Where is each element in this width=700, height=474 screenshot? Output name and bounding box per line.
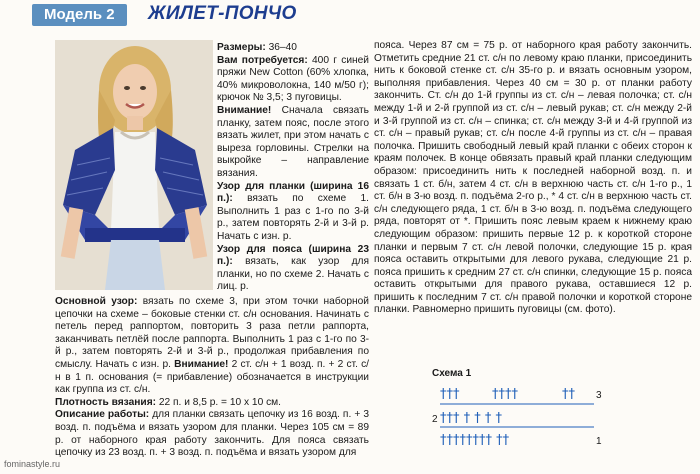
text-placket-pattern: вязать по схеме 1. Выполнить 1 раз с 1-го по 3-й р., затем повторять 2-й и 3-й р. Начать с изн. р. <box>217 193 369 242</box>
label-attention-2: Внимание! <box>174 358 229 370</box>
paragraph-materials <box>217 55 369 105</box>
label-sizes: Размеры: <box>217 42 266 53</box>
header-bar <box>0 0 700 30</box>
text-materials: 400 г синей пряжи New Cotton (60% хлопка, 40% микроволокна, 140 м/50 г); крючок № 3,5; 3 пуговицы. <box>217 54 369 104</box>
text-continuation: пояса. Через 87 см = 75 р. от наборного края работу закончить. Отметить средние 21 ст. с/н по левому краю планки, присоединить нить к боковой стенке ст. с/н 35-го р. и вязать основным узором, выполняя прибавления. Через 40 см = 30 р. от планки работу закончить. Ст. с/н до 1-й группы из ст. с/н – левая полочка; ст. с/н между 1-й и 2-й группой из ст. с/н – левый рукав; ст. с/н между 2-й и 3-й группой из ст. с/н – спинка; ст. с/н между 3-й и 4-й группой из ст. с/н – правый рукав; ст. с/н после 4-й группы из ст. с/н – правая полочка. Пришить свободный левый край планки с обеих сторон к краям полочек. В конце обвязать правый край планки следующим образом: присоединить нить к последней наборной возд. п. и связать 1 ст. б/н, затем 4 ст. с/н в верхнюю часть ст. с/н 1-го р., 1 ст. б/н в 3-ю возд. п. подъёма 2-го р., * 4 ст. с/н в верхнюю часть ст. с/н следующего ряда, 1 ст. б/н в 3-ю возд. п. подъёма следующего ряда, повторят от *. Пришить пояс левым краем к нижнему краю следующим образом: пришить первые 12 р. к короткой стороне планки и первым 7 ст. с/н левой полочки, следующие 15 р. края пояса оставить открытыми для левого рукава, следующие 21 р. пояса пришить к средним 27 ст. с/н спинки, следующие 15 р. пояса оставить открытыми для правого рукава, оставшиеся 12 р. пришить к последним 7 ст. с/н правой полочки и короткой стороне планки. Равномерно пришить пуговицы (см. фото). <box>374 40 692 316</box>
page-title: ЖИЛЕТ-ПОНЧО <box>148 3 297 24</box>
scheme-row-label-1: 1 <box>596 436 602 447</box>
scheme-row3-mid: †††† <box>492 387 518 402</box>
label-main-pattern: Основной узор: <box>55 296 138 307</box>
label-belt-pattern: Узор для пояса (ширина 23 п.): <box>217 243 369 268</box>
paragraph-continuation <box>374 40 692 317</box>
paragraph-sizes <box>217 42 369 55</box>
scheme-title: Схема 1 <box>432 368 472 379</box>
watermark: fominastyle.ru <box>4 459 61 469</box>
paragraph-placket-pattern <box>217 181 369 244</box>
text-main-pattern: вязать по схеме 3, при этом точки наборной цепочки на схеме – боковые стенки ст. с/н основания. Начинать с петель перед раппортом, повторить 3 раза петли раппорта, заканчивать петлёй после раппорта. Выполнить 1 раз с 1-го по 3-й р., затем повторять 2-й и 3-й р., продолжая прибавления по смыслу. Начать с изн. р. <box>55 296 369 370</box>
scheme-row3-right: †† <box>562 387 575 402</box>
column-continuation <box>374 40 692 317</box>
scheme-row1: †††††††† †† <box>440 433 510 448</box>
label-placket-pattern: Узор для планки (ширина 16 п.): <box>217 180 369 205</box>
label-gauge: Плотность вязания: <box>55 396 157 408</box>
model-tag: Модель 2 <box>32 4 127 26</box>
paragraph-belt-pattern <box>217 244 369 294</box>
label-materials: Вам потребуется: <box>217 54 308 66</box>
paragraph-main-pattern <box>55 296 369 397</box>
scheme-row-label-3: 3 <box>596 390 602 401</box>
text-belt-pattern: вязать, как узор для планки, но по схеме 2. Начать с лиц. р. <box>217 256 369 293</box>
text-work-description: для планки связать цепочку из 16 возд. п. + 3 возд. п. подъёма и вязать узором для планки. Через 105 см = 89 р. от наборного края работу закончить. Для пояса связать цепочку из 23 возд. п. + 3 возд. п. подъёма и вязать узором для <box>55 409 369 459</box>
column-materials <box>217 42 369 294</box>
paragraph-attention <box>217 105 369 181</box>
label-attention: Внимание! <box>217 104 272 116</box>
text-attention: Сначала связать планку, затем пояс, после этого вязать жилет, при этом начать с выреза горловины. Стрелки на выкройке – направление вязания. <box>217 104 369 179</box>
text-gauge: 22 п. и 8,5 р. = 10 х 10 см. <box>156 396 281 408</box>
scheme-row2-left: ††† † † † † <box>440 411 503 426</box>
text-attention-2: 2 ст. с/н + 1 возд. п. + 2 ст. с/н в 1 п. основания (= прибавление) обозначается в инструкции как группа из ст. с/н. <box>55 358 369 396</box>
model-illustration <box>55 40 213 290</box>
label-work-description: Описание работы: <box>55 409 150 421</box>
model-photo <box>55 40 213 290</box>
text-sizes: 36–40 <box>265 42 297 53</box>
column-instructions <box>55 296 369 460</box>
paragraph-work-description <box>55 409 369 459</box>
scheme-row-label-2: 2 <box>432 414 438 425</box>
paragraph-gauge <box>55 397 369 410</box>
scheme-row3-left: ††† <box>440 387 460 402</box>
scheme-diagram <box>434 380 614 450</box>
crochet-scheme <box>434 380 614 450</box>
